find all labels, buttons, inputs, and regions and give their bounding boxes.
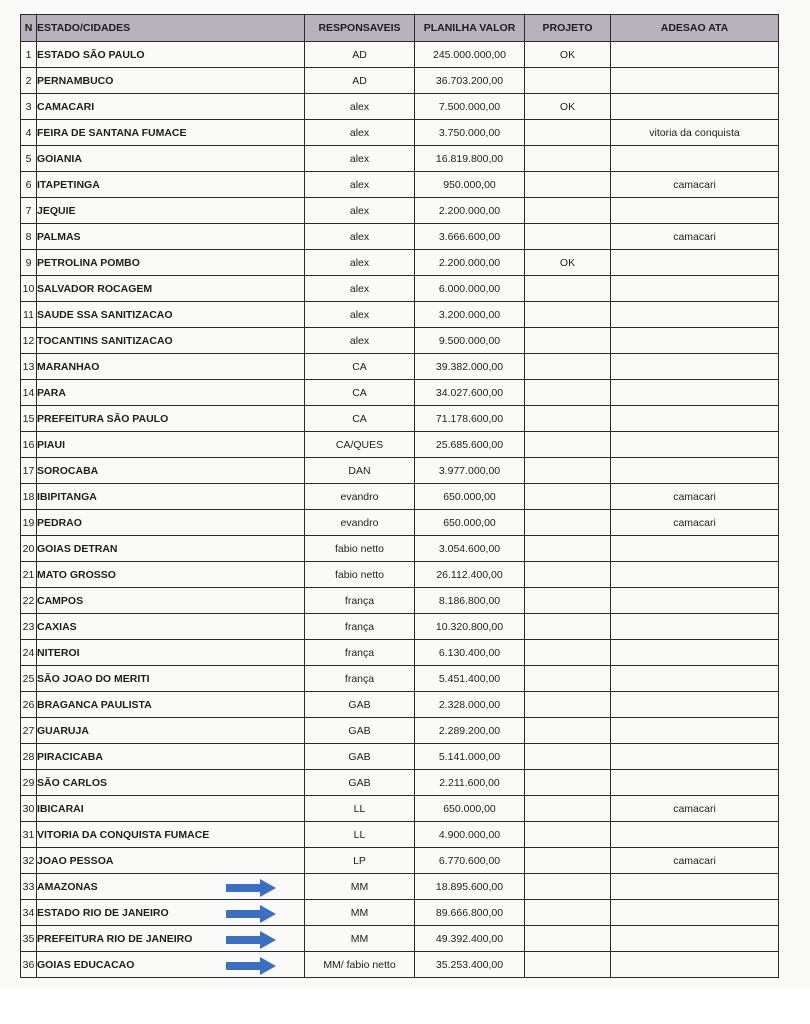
table-row xyxy=(21,146,779,172)
table-row xyxy=(21,94,779,120)
row-number: 2 xyxy=(21,68,37,94)
table-row xyxy=(21,718,779,744)
table-row xyxy=(21,458,779,484)
table-row xyxy=(21,666,779,692)
row-number: 35 xyxy=(21,926,37,952)
right-arrow-icon xyxy=(226,879,276,897)
table-row xyxy=(21,562,779,588)
row-estado-cidade: FEIRA DE SANTANA FUMACE xyxy=(37,120,305,146)
row-number: 18 xyxy=(21,484,37,510)
row-estado-cidade: SAUDE SSA SANITIZACAO xyxy=(37,302,305,328)
table-row xyxy=(21,822,779,848)
row-estado-cidade: GOIANIA xyxy=(37,146,305,172)
table-row xyxy=(21,42,779,68)
row-number: 31 xyxy=(21,822,37,848)
row-number: 14 xyxy=(21,380,37,406)
row-adesao-ata xyxy=(611,952,779,978)
row-number: 24 xyxy=(21,640,37,666)
table-row xyxy=(21,120,779,146)
table-row xyxy=(21,874,779,900)
row-projeto xyxy=(525,874,611,900)
row-estado-cidade: CAXIAS xyxy=(37,614,305,640)
header-state: ESTADO/CIDADES xyxy=(37,15,305,42)
row-responsavel: GAB xyxy=(305,770,415,796)
row-adesao-ata xyxy=(611,666,779,692)
row-responsavel: alex xyxy=(305,224,415,250)
row-number: 9 xyxy=(21,250,37,276)
row-adesao-ata: camacari xyxy=(611,484,779,510)
row-adesao-ata: camacari xyxy=(611,172,779,198)
row-adesao-ata xyxy=(611,562,779,588)
row-estado-cidade: GOIAS DETRAN xyxy=(37,536,305,562)
row-adesao-ata xyxy=(611,692,779,718)
row-adesao-ata xyxy=(611,380,779,406)
row-adesao-ata xyxy=(611,42,779,68)
row-projeto xyxy=(525,354,611,380)
row-projeto xyxy=(525,458,611,484)
row-responsavel: AD xyxy=(305,42,415,68)
row-adesao-ata: camacari xyxy=(611,510,779,536)
row-number: 20 xyxy=(21,536,37,562)
row-adesao-ata xyxy=(611,900,779,926)
row-planilha-valor: 25.685.600,00 xyxy=(415,432,525,458)
row-adesao-ata xyxy=(611,588,779,614)
table-row xyxy=(21,510,779,536)
row-number: 1 xyxy=(21,42,37,68)
row-adesao-ata xyxy=(611,94,779,120)
row-estado-cidade: VITORIA DA CONQUISTA FUMACE xyxy=(37,822,305,848)
row-projeto xyxy=(525,848,611,874)
table-body xyxy=(21,42,779,978)
row-projeto xyxy=(525,68,611,94)
row-adesao-ata xyxy=(611,614,779,640)
row-number: 5 xyxy=(21,146,37,172)
row-estado-cidade: PERNAMBUCO xyxy=(37,68,305,94)
row-estado-cidade: CAMPOS xyxy=(37,588,305,614)
table-row xyxy=(21,770,779,796)
row-adesao-ata xyxy=(611,536,779,562)
row-projeto xyxy=(525,900,611,926)
row-number: 27 xyxy=(21,718,37,744)
responsibility-table xyxy=(20,14,779,978)
row-number: 11 xyxy=(21,302,37,328)
row-adesao-ata xyxy=(611,744,779,770)
table-row xyxy=(21,692,779,718)
row-number: 19 xyxy=(21,510,37,536)
row-planilha-valor: 4.900.000,00 xyxy=(415,822,525,848)
row-adesao-ata xyxy=(611,68,779,94)
row-projeto xyxy=(525,510,611,536)
row-adesao-ata xyxy=(611,718,779,744)
row-adesao-ata xyxy=(611,146,779,172)
table-row xyxy=(21,276,779,302)
row-adesao-ata xyxy=(611,432,779,458)
row-responsavel: frança xyxy=(305,666,415,692)
row-projeto xyxy=(525,588,611,614)
row-number: 34 xyxy=(21,900,37,926)
row-estado-cidade: PEDRAO xyxy=(37,510,305,536)
row-projeto xyxy=(525,484,611,510)
row-number: 6 xyxy=(21,172,37,198)
row-number: 7 xyxy=(21,198,37,224)
row-adesao-ata: camacari xyxy=(611,796,779,822)
row-planilha-valor: 3.200.000,00 xyxy=(415,302,525,328)
row-planilha-valor: 245.000.000,00 xyxy=(415,42,525,68)
row-planilha-valor: 26.112.400,00 xyxy=(415,562,525,588)
row-estado-cidade: SALVADOR ROCAGEM xyxy=(37,276,305,302)
table-row xyxy=(21,848,779,874)
row-estado-cidade: IBIPITANGA xyxy=(37,484,305,510)
row-number: 10 xyxy=(21,276,37,302)
row-projeto xyxy=(525,926,611,952)
row-planilha-valor: 650.000,00 xyxy=(415,510,525,536)
row-planilha-valor: 18.895.600,00 xyxy=(415,874,525,900)
header-row xyxy=(21,15,779,42)
row-adesao-ata: vitoria da conquista xyxy=(611,120,779,146)
row-responsavel: MM/ fabio netto xyxy=(305,952,415,978)
row-responsavel: fabio netto xyxy=(305,536,415,562)
row-projeto: OK xyxy=(525,42,611,68)
row-projeto xyxy=(525,562,611,588)
table-row xyxy=(21,172,779,198)
row-estado-cidade: AMAZONAS xyxy=(37,874,305,900)
row-planilha-valor: 5.141.000,00 xyxy=(415,744,525,770)
row-responsavel: evandro xyxy=(305,510,415,536)
table-row xyxy=(21,302,779,328)
row-planilha-valor: 49.392.400,00 xyxy=(415,926,525,952)
row-responsavel: alex xyxy=(305,302,415,328)
row-number: 8 xyxy=(21,224,37,250)
row-projeto xyxy=(525,666,611,692)
row-projeto xyxy=(525,198,611,224)
row-estado-cidade: CAMACARI xyxy=(37,94,305,120)
table-row xyxy=(21,224,779,250)
row-adesao-ata: camacari xyxy=(611,224,779,250)
table-row xyxy=(21,354,779,380)
table-row xyxy=(21,796,779,822)
row-projeto xyxy=(525,718,611,744)
row-estado-cidade: ITAPETINGA xyxy=(37,172,305,198)
row-projeto xyxy=(525,276,611,302)
table-row xyxy=(21,198,779,224)
row-responsavel: alex xyxy=(305,146,415,172)
row-number: 26 xyxy=(21,692,37,718)
row-adesao-ata: camacari xyxy=(611,848,779,874)
row-estado-cidade: JEQUIE xyxy=(37,198,305,224)
row-planilha-valor: 2.200.000,00 xyxy=(415,198,525,224)
row-adesao-ata xyxy=(611,926,779,952)
row-planilha-valor: 6.000.000,00 xyxy=(415,276,525,302)
table-row xyxy=(21,432,779,458)
row-projeto: OK xyxy=(525,250,611,276)
row-estado-cidade: SOROCABA xyxy=(37,458,305,484)
row-projeto xyxy=(525,302,611,328)
table-row xyxy=(21,588,779,614)
row-responsavel: MM xyxy=(305,900,415,926)
row-projeto xyxy=(525,432,611,458)
right-arrow-icon xyxy=(226,957,276,975)
row-responsavel: alex xyxy=(305,198,415,224)
row-planilha-valor: 6.130.400,00 xyxy=(415,640,525,666)
row-responsavel: MM xyxy=(305,926,415,952)
row-adesao-ata xyxy=(611,458,779,484)
row-adesao-ata xyxy=(611,250,779,276)
row-responsavel: CA/QUES xyxy=(305,432,415,458)
row-estado-cidade: PETROLINA POMBO xyxy=(37,250,305,276)
row-estado-cidade: PIRACICABA xyxy=(37,744,305,770)
row-projeto xyxy=(525,406,611,432)
row-planilha-valor: 34.027.600,00 xyxy=(415,380,525,406)
row-number: 33 xyxy=(21,874,37,900)
row-estado-cidade: ESTADO SÃO PAULO xyxy=(37,42,305,68)
row-adesao-ata xyxy=(611,302,779,328)
row-estado-cidade: PARA xyxy=(37,380,305,406)
row-estado-cidade: JOAO PESSOA xyxy=(37,848,305,874)
row-responsavel: AD xyxy=(305,68,415,94)
row-estado-cidade: PIAUI xyxy=(37,432,305,458)
row-adesao-ata xyxy=(611,770,779,796)
row-number: 22 xyxy=(21,588,37,614)
row-planilha-valor: 3.054.600,00 xyxy=(415,536,525,562)
row-adesao-ata xyxy=(611,276,779,302)
table-row xyxy=(21,406,779,432)
row-projeto xyxy=(525,380,611,406)
row-responsavel: LP xyxy=(305,848,415,874)
row-estado-cidade: SÃO CARLOS xyxy=(37,770,305,796)
row-responsavel: CA xyxy=(305,380,415,406)
row-adesao-ata xyxy=(611,198,779,224)
row-adesao-ata xyxy=(611,640,779,666)
row-planilha-valor: 2.211.600,00 xyxy=(415,770,525,796)
row-responsavel: evandro xyxy=(305,484,415,510)
row-projeto xyxy=(525,640,611,666)
right-arrow-icon xyxy=(226,905,276,923)
row-projeto xyxy=(525,224,611,250)
row-projeto xyxy=(525,952,611,978)
row-responsavel: MM xyxy=(305,874,415,900)
table-row xyxy=(21,250,779,276)
table-row xyxy=(21,900,779,926)
row-projeto xyxy=(525,744,611,770)
row-number: 36 xyxy=(21,952,37,978)
row-adesao-ata xyxy=(611,328,779,354)
row-planilha-valor: 16.819.800,00 xyxy=(415,146,525,172)
header-planilha-valor: PLANILHA VALOR xyxy=(415,15,525,42)
row-responsavel: LL xyxy=(305,822,415,848)
row-projeto xyxy=(525,614,611,640)
row-planilha-valor: 650.000,00 xyxy=(415,484,525,510)
row-number: 25 xyxy=(21,666,37,692)
row-estado-cidade: NITEROI xyxy=(37,640,305,666)
table-row xyxy=(21,952,779,978)
row-number: 29 xyxy=(21,770,37,796)
row-number: 17 xyxy=(21,458,37,484)
row-estado-cidade: SÃO JOAO DO MERITI xyxy=(37,666,305,692)
table-header xyxy=(21,15,779,42)
row-adesao-ata xyxy=(611,406,779,432)
row-planilha-valor: 2.289.200,00 xyxy=(415,718,525,744)
row-responsavel: CA xyxy=(305,354,415,380)
row-responsavel: alex xyxy=(305,120,415,146)
row-number: 23 xyxy=(21,614,37,640)
row-responsavel: LL xyxy=(305,796,415,822)
row-number: 30 xyxy=(21,796,37,822)
row-projeto xyxy=(525,692,611,718)
row-planilha-valor: 3.666.600,00 xyxy=(415,224,525,250)
row-responsavel: GAB xyxy=(305,692,415,718)
row-number: 15 xyxy=(21,406,37,432)
row-projeto xyxy=(525,172,611,198)
row-planilha-valor: 89.666.800,00 xyxy=(415,900,525,926)
row-planilha-valor: 2.328.000,00 xyxy=(415,692,525,718)
row-planilha-valor: 3.977.000,00 xyxy=(415,458,525,484)
row-estado-cidade: MATO GROSSO xyxy=(37,562,305,588)
row-number: 16 xyxy=(21,432,37,458)
table-row xyxy=(21,926,779,952)
row-planilha-valor: 2.200.000,00 xyxy=(415,250,525,276)
row-responsavel: alex xyxy=(305,276,415,302)
row-number: 28 xyxy=(21,744,37,770)
row-responsavel: fabio netto xyxy=(305,562,415,588)
row-number: 3 xyxy=(21,94,37,120)
header-responsaveis: RESPONSAVEIS xyxy=(305,15,415,42)
row-projeto xyxy=(525,770,611,796)
header-n: N xyxy=(21,15,37,42)
row-estado-cidade: BRAGANCA PAULISTA xyxy=(37,692,305,718)
row-responsavel: GAB xyxy=(305,744,415,770)
row-projeto xyxy=(525,796,611,822)
row-projeto xyxy=(525,822,611,848)
row-projeto xyxy=(525,120,611,146)
row-responsavel: alex xyxy=(305,328,415,354)
row-planilha-valor: 9.500.000,00 xyxy=(415,328,525,354)
row-planilha-valor: 10.320.800,00 xyxy=(415,614,525,640)
row-planilha-valor: 39.382.000,00 xyxy=(415,354,525,380)
row-responsavel: CA xyxy=(305,406,415,432)
row-number: 21 xyxy=(21,562,37,588)
row-estado-cidade: PALMAS xyxy=(37,224,305,250)
row-responsavel: frança xyxy=(305,640,415,666)
row-planilha-valor: 8.186.800,00 xyxy=(415,588,525,614)
row-estado-cidade: ESTADO RIO DE JANEIRO xyxy=(37,900,305,926)
row-responsavel: DAN xyxy=(305,458,415,484)
row-planilha-valor: 650.000,00 xyxy=(415,796,525,822)
table-row xyxy=(21,744,779,770)
row-planilha-valor: 6.770.600,00 xyxy=(415,848,525,874)
row-responsavel: GAB xyxy=(305,718,415,744)
table-row xyxy=(21,536,779,562)
row-estado-cidade: MARANHAO xyxy=(37,354,305,380)
table-row xyxy=(21,484,779,510)
row-planilha-valor: 3.750.000,00 xyxy=(415,120,525,146)
row-planilha-valor: 35.253.400,00 xyxy=(415,952,525,978)
row-responsavel: frança xyxy=(305,588,415,614)
row-number: 32 xyxy=(21,848,37,874)
row-responsavel: alex xyxy=(305,250,415,276)
table-row xyxy=(21,614,779,640)
table-row xyxy=(21,640,779,666)
row-number: 13 xyxy=(21,354,37,380)
row-planilha-valor: 950.000,00 xyxy=(415,172,525,198)
row-adesao-ata xyxy=(611,822,779,848)
header-projeto: PROJETO xyxy=(525,15,611,42)
row-planilha-valor: 5.451.400,00 xyxy=(415,666,525,692)
table-row xyxy=(21,380,779,406)
row-estado-cidade: PREFEITURA RIO DE JANEIRO xyxy=(37,926,305,952)
right-arrow-icon xyxy=(226,931,276,949)
row-projeto xyxy=(525,328,611,354)
row-estado-cidade: TOCANTINS SANITIZACAO xyxy=(37,328,305,354)
table-row xyxy=(21,68,779,94)
row-planilha-valor: 71.178.600,00 xyxy=(415,406,525,432)
row-estado-cidade: GUARUJA xyxy=(37,718,305,744)
row-estado-cidade: GOIAS EDUCACAO xyxy=(37,952,305,978)
row-adesao-ata xyxy=(611,874,779,900)
row-responsavel: alex xyxy=(305,172,415,198)
row-planilha-valor: 36.703.200,00 xyxy=(415,68,525,94)
row-projeto: OK xyxy=(525,94,611,120)
table-row xyxy=(21,328,779,354)
header-adesao-ata: ADESAO ATA xyxy=(611,15,779,42)
row-estado-cidade: PREFEITURA SÃO PAULO xyxy=(37,406,305,432)
row-responsavel: alex xyxy=(305,94,415,120)
row-planilha-valor: 7.500.000,00 xyxy=(415,94,525,120)
row-number: 4 xyxy=(21,120,37,146)
row-projeto xyxy=(525,146,611,172)
page-margin xyxy=(0,988,810,1024)
row-adesao-ata xyxy=(611,354,779,380)
row-number: 12 xyxy=(21,328,37,354)
row-estado-cidade: IBICARAI xyxy=(37,796,305,822)
row-projeto xyxy=(525,536,611,562)
row-responsavel: frança xyxy=(305,614,415,640)
